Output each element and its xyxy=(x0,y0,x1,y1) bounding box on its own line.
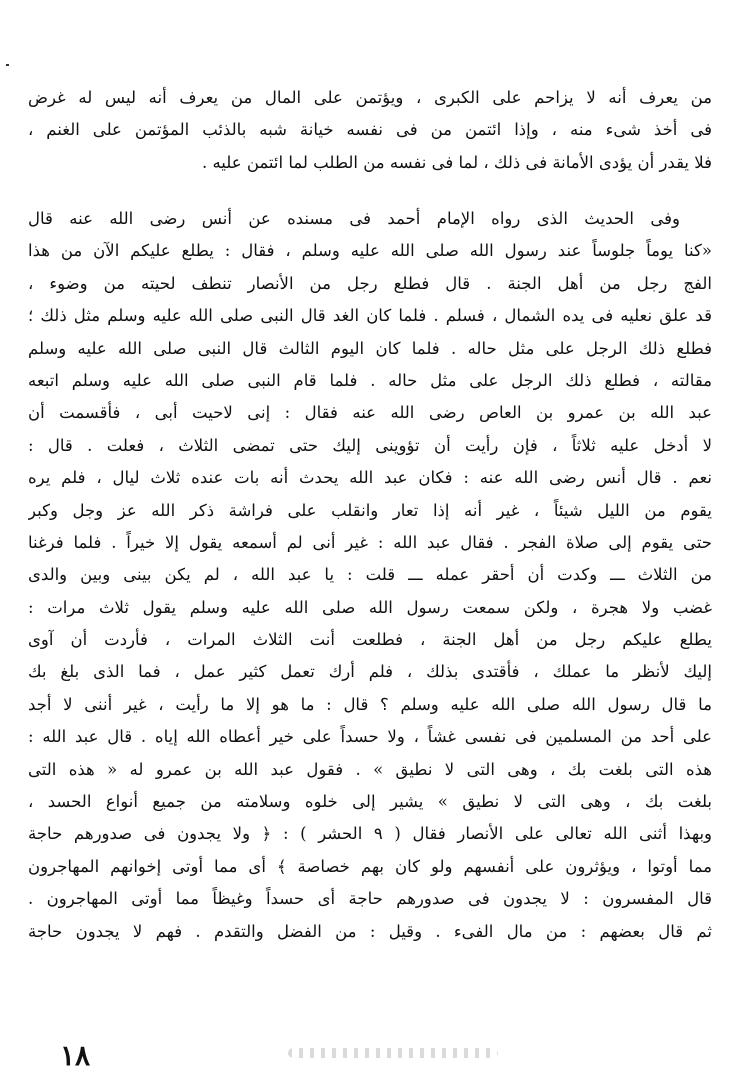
text-line: يقوم من الليل شيئاً ، غير أنه إذا تعار وانقلب على فراشة ذكر الله عز وجل وكبر xyxy=(28,500,712,520)
page-number: ١٨ xyxy=(60,1039,91,1072)
text-line: نعم . قال أنس رضى الله عنه : فكان عبد الله يحدث أنه بات عنده ثلاث ليال ، فلم يره xyxy=(28,468,712,488)
text-line: فى أخذ شىء منه ، وإذا ائتمن من فى نفسه خيانة شبه بالذئب المؤتمن على الغنم ، xyxy=(28,120,712,140)
text-line: فطلع ذلك الرجل على مثل حاله . فلما كان اليوم الثالث قال النبى صلى الله عليه وسلم xyxy=(28,338,712,358)
text-line: فلا يقدر أن يؤدى الأمانة فى ذلك ، لما فى نفسه من الطلب لما ائتمن عليه . xyxy=(201,152,712,172)
text-line: الفج رجل من أهل الجنة . قال فطلع رجل من الأنصار تنطف لحيته من وضوء ، xyxy=(28,273,712,293)
text-line: غضب ولا هجرة ، ولكن سمعت رسول الله صلى الله عليه وسلم يقول ثلاث مرات : xyxy=(28,597,712,617)
text-line: قد علق نعليه فى يده الشمال ، فسلم . فلما كان الغد قال النبى صلى الله عليه وسلم مثل ذلك ؛ xyxy=(28,306,712,326)
paragraph-2 xyxy=(28,203,712,948)
text-line: ما قال رسول الله صلى الله عليه وسلم ؟ قال : ما هو إلا ما رأيت ، غير أننى لا أجد xyxy=(28,694,712,714)
text-line: «كنا يوماً جلوساً عند رسول الله صلى الله عليه وسلم ، فقال : يطلع عليكم الآن من هذا xyxy=(28,241,712,261)
print-smudge xyxy=(288,1048,498,1058)
text-line: بلغت بك ، وهى التى لا نطيق » يشير إلى خلوه وسلامته من جميع أنواع الحسد ، xyxy=(28,792,712,812)
text-line: لا أدخل عليه ثلاثاً ، فإن رأيت أن تؤوينى إليك حتى تمضى الثلاث ، فعلت . قال : xyxy=(28,435,712,455)
text-line: عبد الله بن عمرو بن العاص رضى الله عنه فقال : إنى لاحيت أبى ، فأقسمت أن xyxy=(28,403,712,423)
text-line: يطلع عليكم رجل من أهل الجنة ، فطلعت أنت الثلاث المرات ، فأردت أن آوى xyxy=(28,630,712,650)
text-line: وفى الحديث الذى رواه الإمام أحمد فى مسنده عن أنس رضى الله عنه قال xyxy=(28,209,680,228)
text-line: من يعرف أنه لا يزاحم على الكبرى ، ويؤتمن على المال من يعرف أنه ليس له غرض xyxy=(28,88,712,107)
text-line: وبهذا أثنى الله تعالى على الأنصار فقال ( ٩ الحشر ) : ﴿ ولا يجدون فى صدورهم حاجة xyxy=(28,824,712,844)
text-line: إليك لأنظر ما عملك ، فأقتدى بذلك ، فلم أرك تعمل كثير عمل ، فما الذى بلغ بك xyxy=(28,662,712,682)
text-line: حتى يقوم إلى صلاة الفجر . فقال عبد الله : غير أنى لم أسمعه يقول إلا خيراً . فلما فرغنا xyxy=(28,532,712,552)
text-line: قال المفسرون : لا يجدون فى صدورهم حاجة أى حسداً وغيظاً مما أوتى المهاجرون . xyxy=(28,889,712,909)
paragraph-1 xyxy=(28,82,712,179)
text-line: ثم قال بعضهم : من مال الفىء . وقيل : من الفضل والتقدم . فهم لا يجدون حاجة xyxy=(28,921,712,941)
text-line: من الثلاث ـــ وكدت أن أحقر عمله ـــ قلت : يا عبد الله ، لم يكن بينى وبين والدى xyxy=(28,565,712,585)
text-line: هذه التى بلغت بك ، وهى التى لا نطيق » . فقول عبد الله بن عمرو له « هذه التى xyxy=(28,759,712,779)
margin-mark xyxy=(6,64,9,66)
page-footer xyxy=(60,1040,680,1072)
text-line: مما أوتوا ، ويؤثرون على أنفسهم ولو كان بهم خصاصة ﴾ أى مما أوتى إخوانهم المهاجرون xyxy=(28,856,712,876)
text-line: على أحد من المسلمين فى نفسى غشاً ، ولا حسداً على خير أعطاه الله إياه . قال عبد الله : xyxy=(28,727,712,747)
text-line: مقالته ، فطلع ذلك الرجل على مثل حاله . فلما قام النبى صلى الله عليه وسلم اتبعه xyxy=(28,370,712,390)
